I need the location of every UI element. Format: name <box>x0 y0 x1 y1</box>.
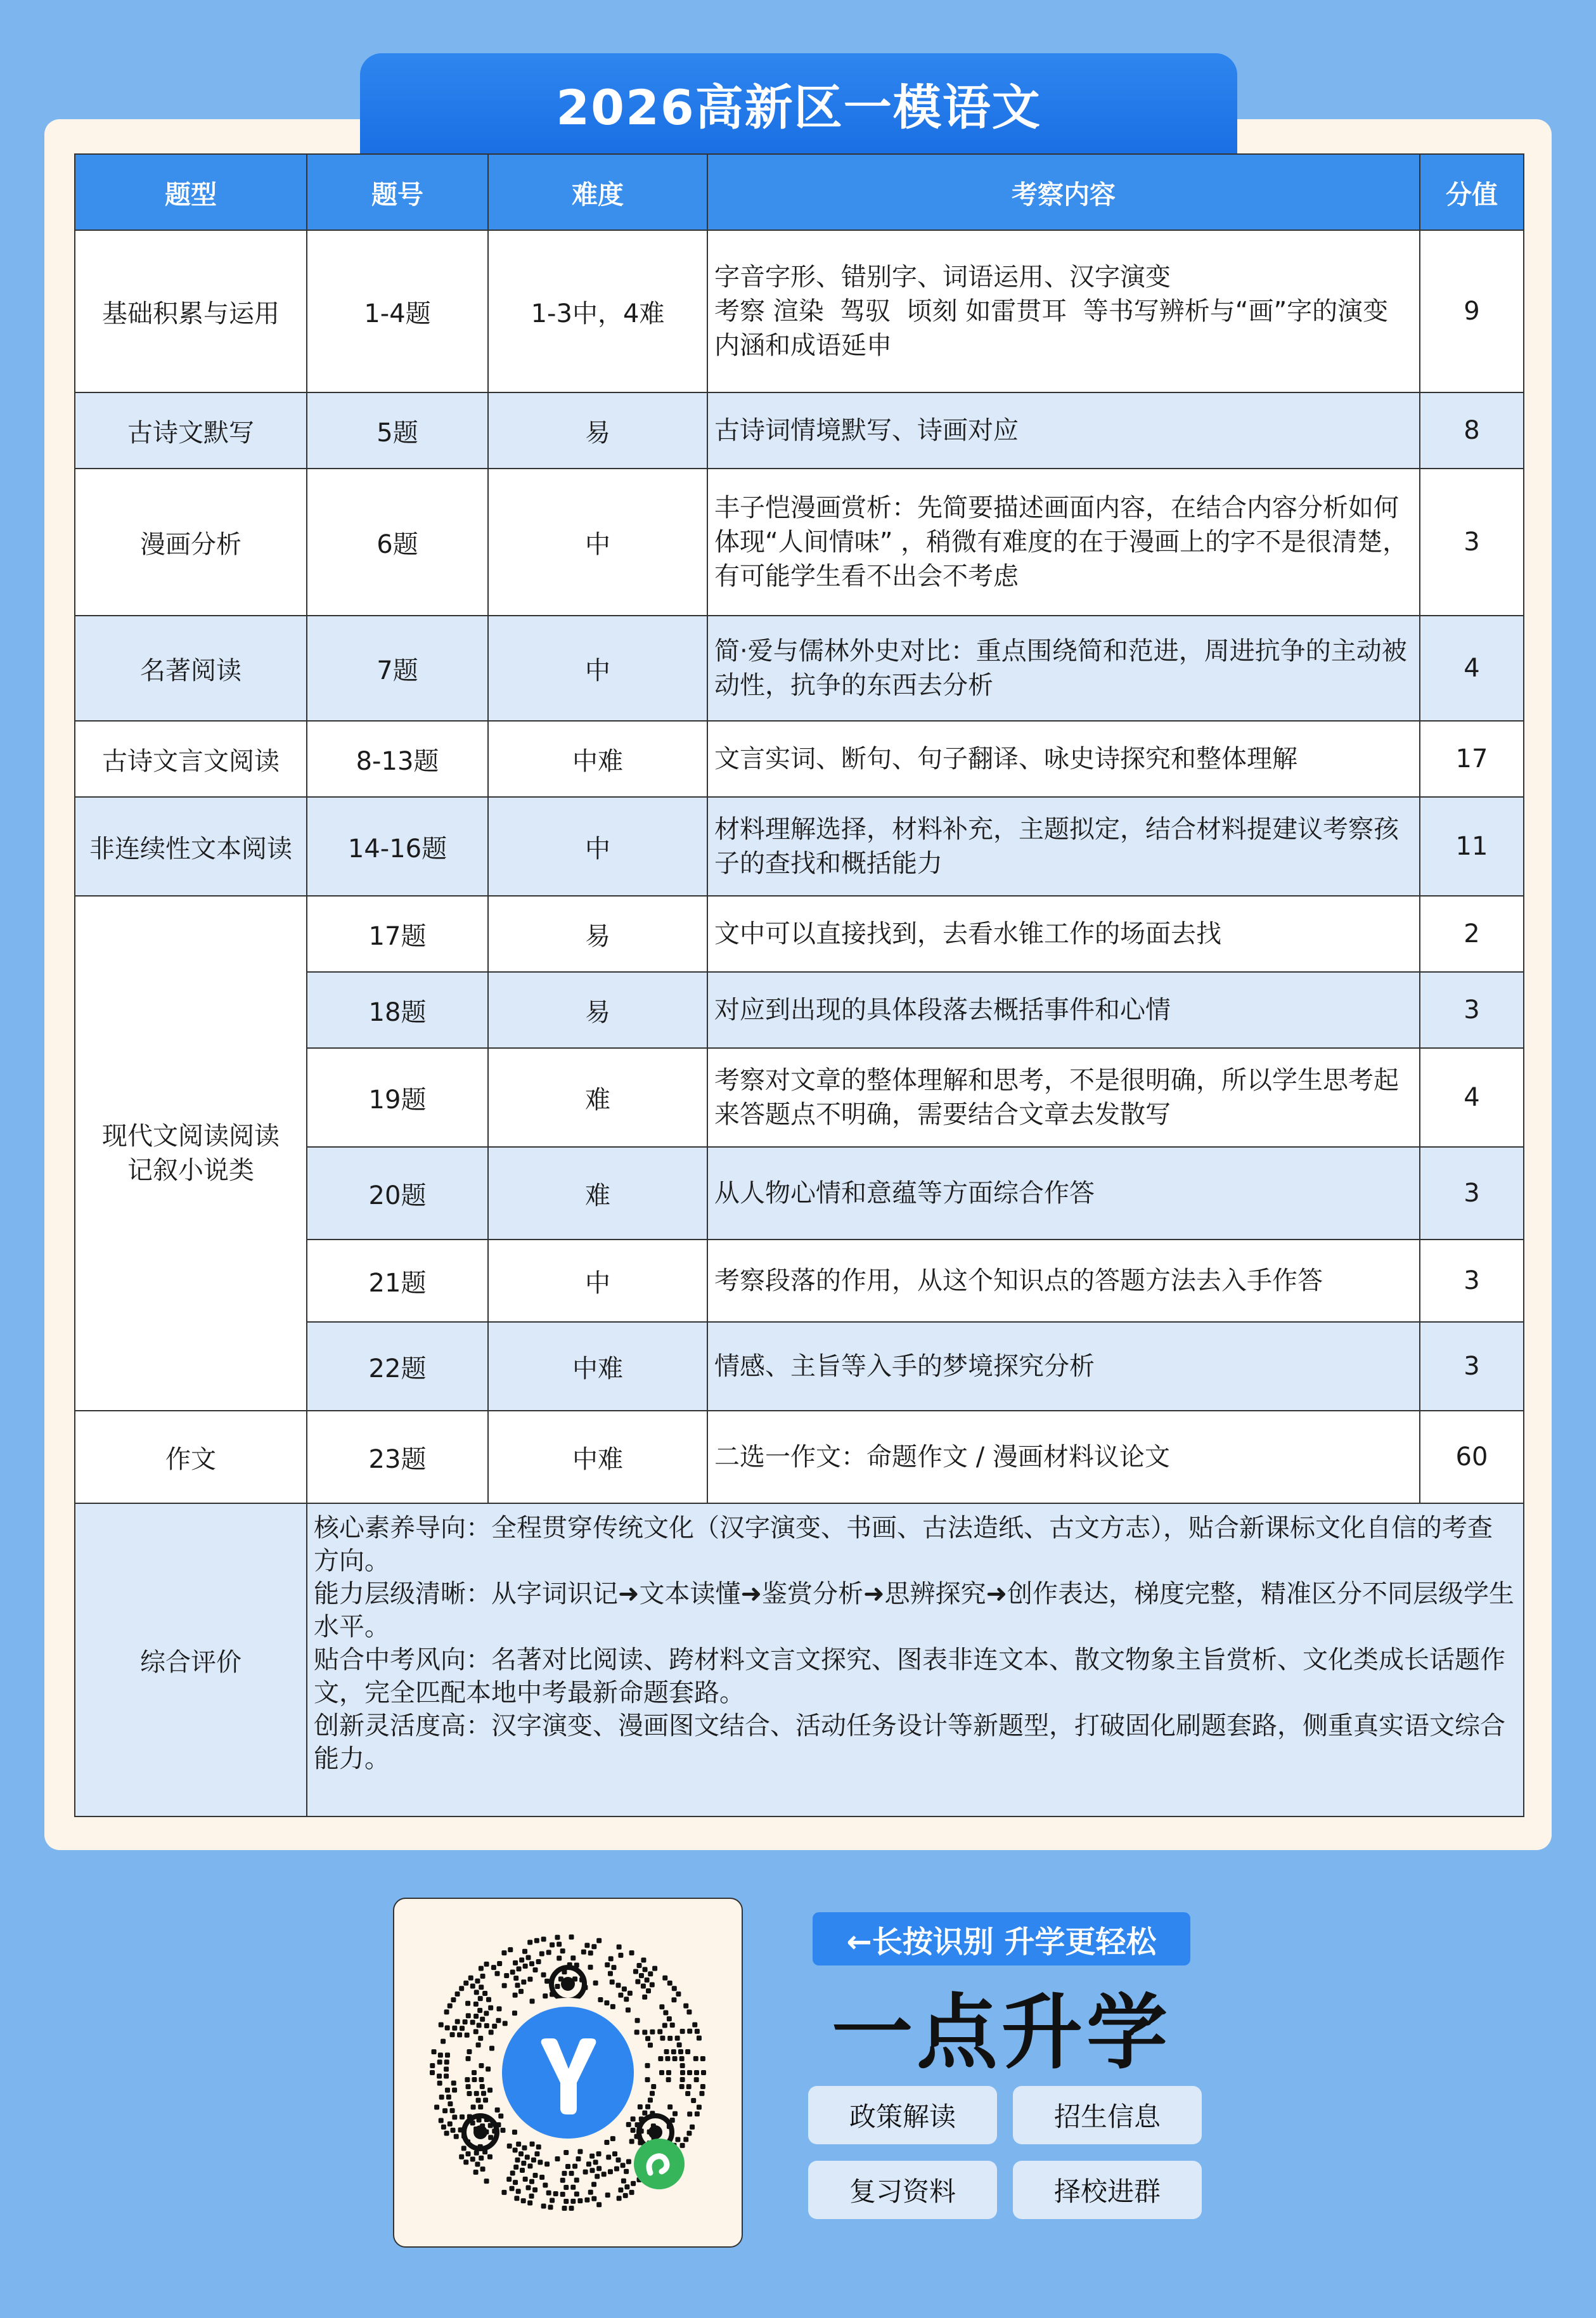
cell-number: 1-4题 <box>307 230 488 392</box>
cell-difficulty: 中 <box>488 1240 707 1322</box>
cell-difficulty: 易 <box>488 972 707 1048</box>
table-header-row <box>75 154 1524 230</box>
cell-difficulty: 易 <box>488 896 707 972</box>
cell-score: 3 <box>1420 1147 1524 1240</box>
cell-type: 名著阅读 <box>75 616 307 721</box>
page-title: 2026高新区一模语文 <box>360 53 1237 153</box>
cell-difficulty: 中难 <box>488 1411 707 1503</box>
cell-difficulty: 难 <box>488 1147 707 1240</box>
header-content: 考察内容 <box>707 154 1420 230</box>
table-row-evaluation <box>75 1503 1524 1816</box>
cell-score: 9 <box>1420 230 1524 392</box>
header-difficulty: 难度 <box>488 154 707 230</box>
cell-content: 字音字形、错别字、词语运用、汉字演变 考察 渲染 驾驭 顷刻 如雷贯耳 等书写辨析与“画”字的演变内涵和成语延申 <box>707 230 1420 392</box>
table-row <box>75 616 1524 721</box>
feature-button-review[interactable]: 复习资料 <box>808 2161 997 2219</box>
cell-content: 古诗词情境默写、诗画对应 <box>707 392 1420 469</box>
cell-number: 5题 <box>307 392 488 469</box>
cell-content: 情感、主旨等入手的梦境探究分析 <box>707 1322 1420 1411</box>
table-row <box>75 896 1524 972</box>
cell-difficulty: 中 <box>488 469 707 616</box>
cell-number: 7题 <box>307 616 488 721</box>
mini-program-icon <box>634 2139 685 2189</box>
qr-code-panel <box>393 1898 743 2248</box>
cell-content: 考察对文章的整体理解和思考，不是很明确，所以学生思考起来答题点不明确，需要结合文章去发散写 <box>707 1048 1420 1147</box>
mini-program-qr-code[interactable] <box>425 1929 711 2216</box>
cell-difficulty: 1-3中，4难 <box>488 230 707 392</box>
cell-type: 非连续性文本阅读 <box>75 797 307 896</box>
table-row <box>75 721 1524 797</box>
exam-analysis-table <box>74 153 1524 1817</box>
cell-type-modern-reading: 现代文阅读阅读 记叙小说类 <box>75 896 307 1411</box>
cell-number: 23题 <box>307 1411 488 1503</box>
cell-difficulty: 中难 <box>488 1322 707 1411</box>
cell-content: 文言实词、断句、句子翻译、咏史诗探究和整体理解 <box>707 721 1420 797</box>
cell-number: 22题 <box>307 1322 488 1411</box>
cell-number: 8-13题 <box>307 721 488 797</box>
cell-number: 17题 <box>307 896 488 972</box>
cell-score: 4 <box>1420 1048 1524 1147</box>
cell-content: 简·爱与儒林外史对比：重点围绕简和范进，周进抗争的主动被动性，抗争的东西去分析 <box>707 616 1420 721</box>
scan-slogan-banner: ←长按识别 升学更轻松 <box>813 1912 1190 1965</box>
cell-number: 19题 <box>307 1048 488 1147</box>
cell-number: 18题 <box>307 972 488 1048</box>
cell-number: 14-16题 <box>307 797 488 896</box>
cell-score: 60 <box>1420 1411 1524 1503</box>
table-row <box>75 1411 1524 1503</box>
brand-name: 一点升学 <box>831 1986 1171 2080</box>
cell-number: 6题 <box>307 469 488 616</box>
cell-difficulty: 难 <box>488 1048 707 1147</box>
cell-difficulty: 易 <box>488 392 707 469</box>
feature-button-admission[interactable]: 招生信息 <box>1013 2086 1202 2144</box>
cell-number: 20题 <box>307 1147 488 1240</box>
cell-content: 从人物心情和意蕴等方面综合作答 <box>707 1147 1420 1240</box>
cell-type: 古诗文言文阅读 <box>75 721 307 797</box>
cell-content: 材料理解选择，材料补充，主题拟定，结合材料提建议考察孩子的查找和概括能力 <box>707 797 1420 896</box>
header-number: 题号 <box>307 154 488 230</box>
cell-type: 古诗文默写 <box>75 392 307 469</box>
feature-button-policy[interactable]: 政策解读 <box>808 2086 997 2144</box>
cell-type: 基础积累与运用 <box>75 230 307 392</box>
table-row <box>75 230 1524 392</box>
cell-score: 11 <box>1420 797 1524 896</box>
cell-type: 漫画分析 <box>75 469 307 616</box>
cell-score: 8 <box>1420 392 1524 469</box>
cell-score: 3 <box>1420 469 1524 616</box>
cell-difficulty: 中难 <box>488 721 707 797</box>
cell-score: 2 <box>1420 896 1524 972</box>
cell-evaluation-label: 综合评价 <box>75 1503 307 1816</box>
cell-content: 对应到出现的具体段落去概括事件和心情 <box>707 972 1420 1048</box>
cell-type: 作文 <box>75 1411 307 1503</box>
feature-button-school-group[interactable]: 择校进群 <box>1013 2161 1202 2219</box>
cell-difficulty: 中 <box>488 797 707 896</box>
cell-content: 文中可以直接找到，去看水锥工作的场面去找 <box>707 896 1420 972</box>
cell-evaluation-text: 核心素养导向：全程贯穿传统文化（汉字演变、书画、古法造纸、古文方志），贴合新课标文化自信的考查方向。 能力层级清晰：从字词识记➜文本读懂➜鉴赏分析➜思辨探究➜创作表达，梯度完整，精准区分不同层级学生水平。 贴合中考风向：名著对比阅读、跨材料文言文探究、图表非连文本、散文物象主旨赏析、文化类成长话题作文，完全匹配本地中考最新命题套路。 创新灵活度高：汉字演变、漫画图文结合、活动任务设计等新题型，打破固化刷题套路，侧重真实语文综合能力。 <box>307 1503 1524 1816</box>
cell-content: 考察段落的作用，从这个知识点的答题方法去入手作答 <box>707 1240 1420 1322</box>
table-row <box>75 392 1524 469</box>
cell-number: 21题 <box>307 1240 488 1322</box>
cell-difficulty: 中 <box>488 616 707 721</box>
table-row <box>75 797 1524 896</box>
cell-content: 丰子恺漫画赏析：先简要描述画面内容，在结合内容分析如何体现“人间情味” ，稍微有难度的在于漫画上的字不是很清楚，有可能学生看不出会不考虑 <box>707 469 1420 616</box>
cell-score: 3 <box>1420 1322 1524 1411</box>
header-type: 题型 <box>75 154 307 230</box>
header-score: 分值 <box>1420 154 1524 230</box>
cell-score: 3 <box>1420 972 1524 1048</box>
cell-score: 17 <box>1420 721 1524 797</box>
table-row <box>75 469 1524 616</box>
cell-score: 3 <box>1420 1240 1524 1322</box>
cell-content: 二选一作文：命题作文 / 漫画材料议论文 <box>707 1411 1420 1503</box>
cell-score: 4 <box>1420 616 1524 721</box>
